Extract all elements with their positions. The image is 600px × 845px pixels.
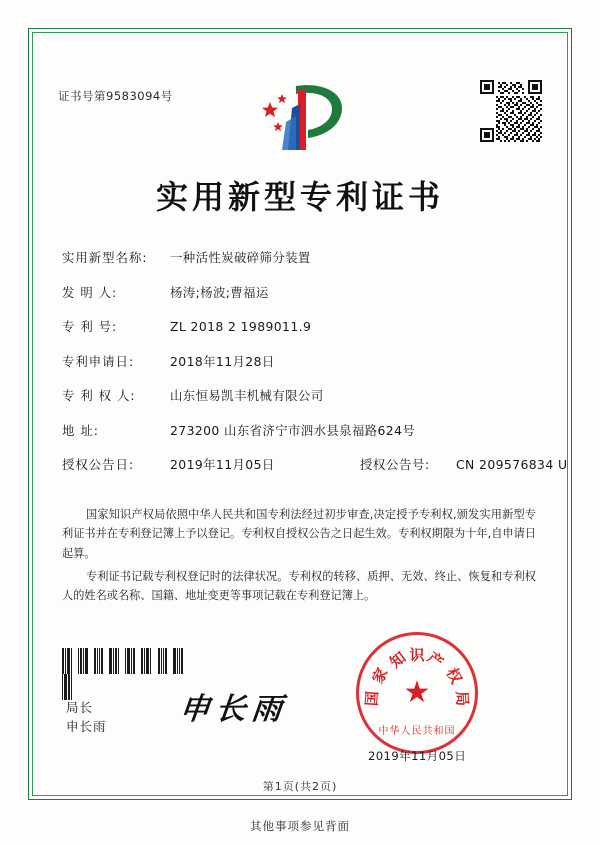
field-value: 2018年11月28日 [170,353,275,369]
field-row [62,283,540,301]
grant-row [62,455,568,473]
seal-char: 局 [452,690,472,707]
field-value: 杨涛;杨波;曹福运 [170,284,269,300]
seal-date: 2019年11月05日 [368,749,467,763]
director-title-line1: 局长 [66,700,94,715]
seal-bottom-text: 中华人民共和国 [378,726,456,737]
field-label: 实用新型名称: [62,250,148,265]
field-row [62,317,540,335]
field-label: 专 利 号: [62,319,118,334]
grant-date-value: 2019年11月05日 [170,457,275,472]
field-list [62,248,568,490]
document-footer-note: 其他事项参见背面 [250,819,350,833]
director-title [66,698,107,737]
legal-text [62,505,536,609]
certificate-number: 证书号第9583094号 [58,89,173,103]
field-row [62,352,540,370]
seal-char: 家 [368,664,392,687]
field-label: 专 利 权 人: [62,388,136,403]
field-label: 专利申请日: [62,353,135,369]
field-row [62,421,540,439]
seal-char: 识 [409,646,425,664]
barcode [62,648,186,674]
field-label: 发 明 人: [62,284,118,300]
field-row [62,248,540,266]
legal-paragraph-2: 专利证书记载专利权登记时的法律状况。专利权的转移、质押、无效、终止、恢复和专利权人的姓名或名称、国籍、地址变更等事项记载在专利登记簿上。 [62,569,536,603]
legal-paragraph-1: 国家知识产权局依照中华人民共和国专利法经过初步审查,决定授予专利权,颁发实用新型专利证书并在专利登记簿上予以登记。专利权自授权公告之日起生效。专利权期限为十年,自申请日起算。 [62,508,536,560]
seal-char: 知 [386,648,410,672]
cnipa-logo-icon [252,78,348,158]
field-value: 山东恒易凯丰机械有限公司 [170,388,324,403]
seal-star-icon: ★ [403,675,431,710]
field-row [62,386,540,404]
publication-number-label: 授权公告号: [360,457,430,472]
director-name: 申长雨 [66,719,107,735]
seal-char: 国 [362,690,382,707]
seal-char: 权 [442,664,466,687]
official-seal [356,632,478,754]
page-number: 第1页(共2页) [262,780,338,793]
seal-char: 产 [423,648,447,672]
page-title: 实用新型专利证书 [155,178,444,216]
publication-number-value: CN 209576834 U [456,457,568,472]
qr-code-icon [480,80,542,142]
director-signature: 申长雨 [177,692,290,727]
field-value: 273200 山东省济宁市泗水县泉福路624号 [170,422,416,438]
field-value: ZL 2018 2 1989011.9 [170,319,312,334]
field-value: 一种活性炭破碎筛分装置 [170,250,311,265]
grant-date-label: 授权公告日: [62,457,135,472]
field-label: 地 址: [62,422,99,438]
